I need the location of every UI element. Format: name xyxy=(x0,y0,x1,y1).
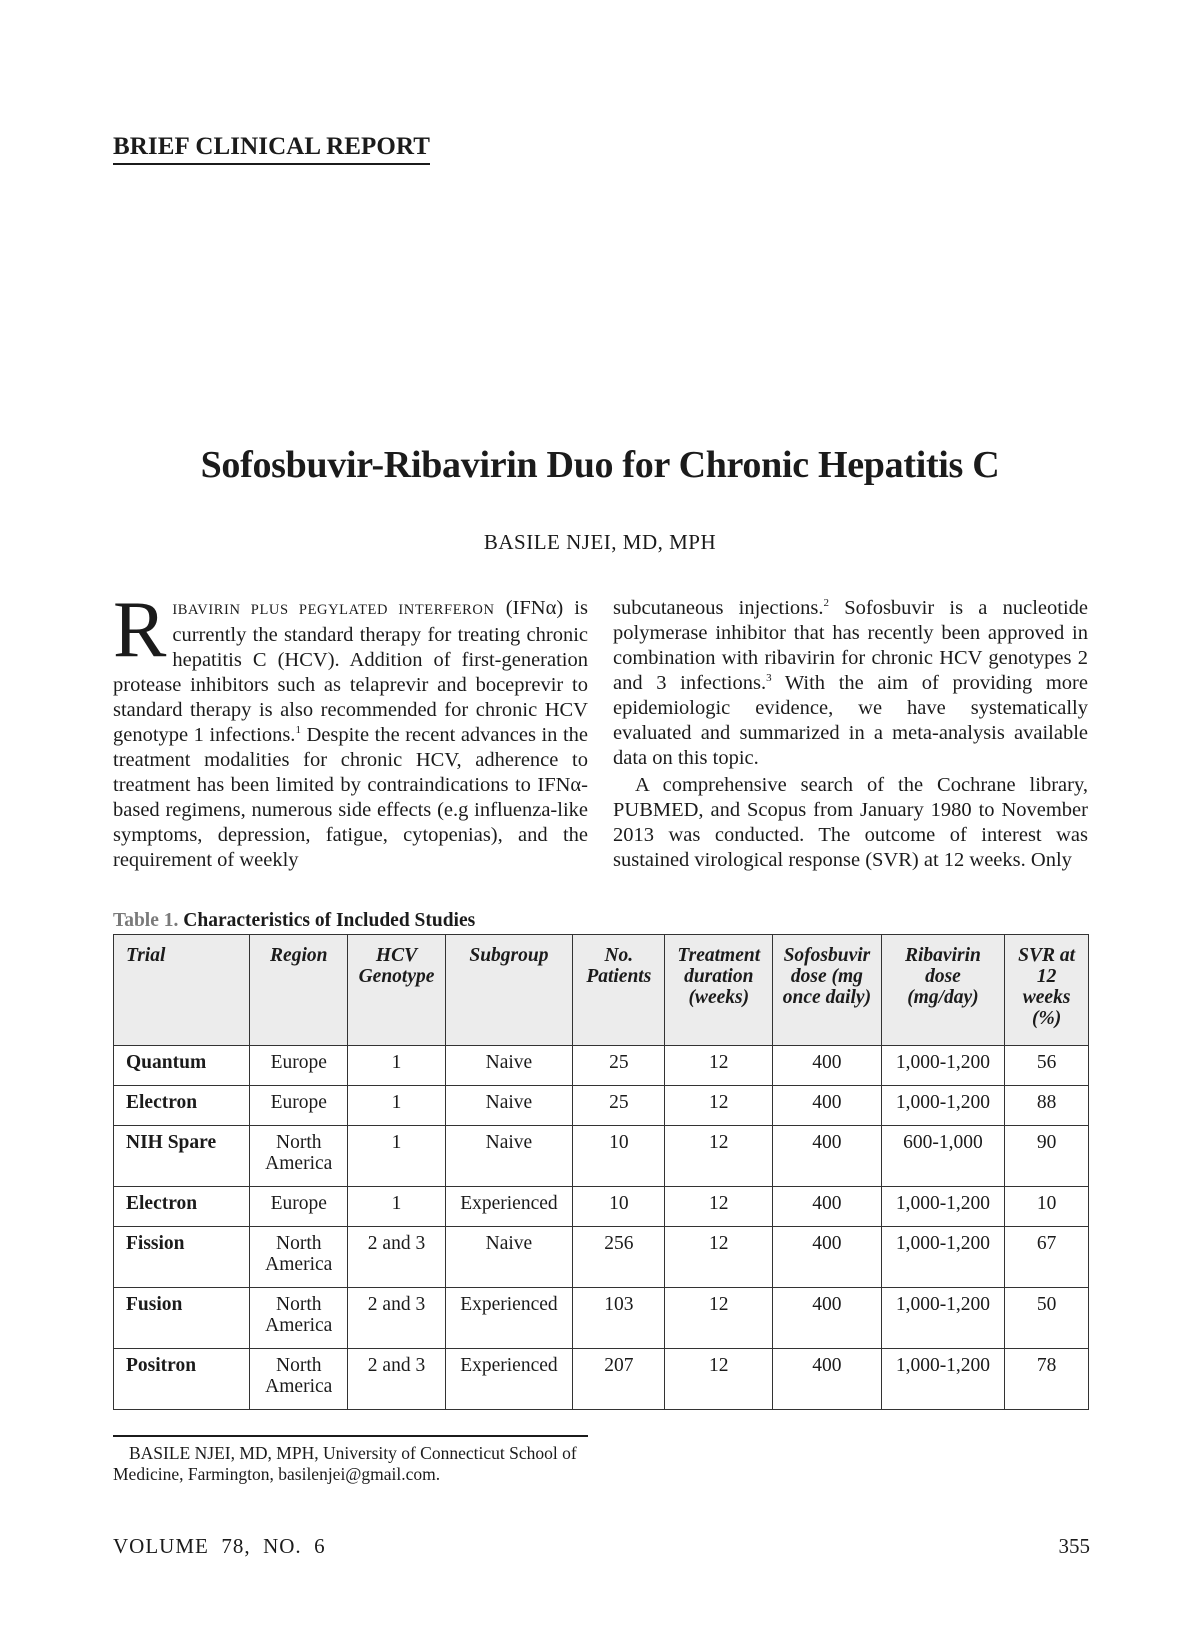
header-subgroup: Subgroup xyxy=(445,935,573,1046)
table-caption xyxy=(113,910,475,932)
cell-trial: NIH Spare xyxy=(114,1126,250,1187)
cell-region: North America xyxy=(250,1227,348,1288)
cell-genotype: 2 and 3 xyxy=(348,1349,445,1410)
citation-2: 2 xyxy=(823,597,829,610)
table-row xyxy=(114,1046,1089,1086)
drop-cap: R xyxy=(113,586,167,674)
cell-subgroup: Experienced xyxy=(445,1288,573,1349)
article-title: Sofosbuvir-Ribavirin Duo for Chronic Hepatitis C xyxy=(200,444,1000,486)
cell-ribavirin: 1,000-1,200 xyxy=(881,1288,1005,1349)
cell-duration: 12 xyxy=(665,1086,773,1126)
cell-region: North America xyxy=(250,1349,348,1410)
cell-subgroup: Naive xyxy=(445,1086,573,1126)
cell-patients: 25 xyxy=(573,1046,665,1086)
cell-patients: 25 xyxy=(573,1086,665,1126)
paragraph-continued xyxy=(613,596,1088,771)
cell-subgroup: Naive xyxy=(445,1046,573,1086)
cell-region: North America xyxy=(250,1126,348,1187)
page-number: 355 xyxy=(1058,1534,1090,1558)
table-row xyxy=(114,1187,1089,1227)
header-duration: Treatment duration (weeks) xyxy=(665,935,773,1046)
cell-svr: 50 xyxy=(1005,1288,1089,1349)
table-row xyxy=(114,1227,1089,1288)
cell-duration: 12 xyxy=(665,1288,773,1349)
cell-trial: Electron xyxy=(114,1187,250,1227)
cell-patients: 10 xyxy=(573,1187,665,1227)
cell-trial: Quantum xyxy=(114,1046,250,1086)
cell-trial: Electron xyxy=(114,1086,250,1126)
table-header-row xyxy=(114,935,1089,1046)
cell-genotype: 2 and 3 xyxy=(348,1288,445,1349)
cell-ribavirin: 1,000-1,200 xyxy=(881,1086,1005,1126)
cell-duration: 12 xyxy=(665,1046,773,1086)
footer-volume: VOLUME 78, NO. 6 xyxy=(113,1534,326,1558)
cell-trial: Fusion xyxy=(114,1288,250,1349)
cell-subgroup: Experienced xyxy=(445,1349,573,1410)
author-footnote xyxy=(113,1443,593,1485)
cell-patients: 207 xyxy=(573,1349,665,1410)
cell-ribavirin: 1,000-1,200 xyxy=(881,1349,1005,1410)
citation-1: 1 xyxy=(295,724,301,737)
cell-patients: 103 xyxy=(573,1288,665,1349)
cell-subgroup: Naive xyxy=(445,1227,573,1288)
cell-svr: 78 xyxy=(1005,1349,1089,1410)
cell-genotype: 2 and 3 xyxy=(348,1227,445,1288)
cell-subgroup: Experienced xyxy=(445,1187,573,1227)
table-row xyxy=(114,1349,1089,1410)
cell-ribavirin: 1,000-1,200 xyxy=(881,1227,1005,1288)
table-row xyxy=(114,1086,1089,1126)
body-column-left xyxy=(113,586,588,873)
cell-patients: 256 xyxy=(573,1227,665,1288)
header-sofosbuvir: Sofosbuvir dose (mg once daily) xyxy=(773,935,882,1046)
cell-ribavirin: 600-1,000 xyxy=(881,1126,1005,1187)
cell-sofosbuvir: 400 xyxy=(773,1046,882,1086)
paragraph-methods: A comprehensive search of the Cochrane library, PUBMED, and Scopus from January 1980 to November 2013 was conducted. The outcome of interest was sustained virological response (SVR) at 12 weeks. Only xyxy=(613,774,1088,871)
cell-svr: 67 xyxy=(1005,1227,1089,1288)
header-svr: SVR at 12 weeks (%) xyxy=(1005,935,1089,1046)
cell-sofosbuvir: 400 xyxy=(773,1227,882,1288)
cell-ribavirin: 1,000-1,200 xyxy=(881,1187,1005,1227)
cell-region: North America xyxy=(250,1288,348,1349)
cell-svr: 10 xyxy=(1005,1187,1089,1227)
paragraph-intro xyxy=(113,586,588,873)
cont-text-2: Sofosbuvir is a nucleotide polymerase inhibitor that has recently been approved in combination with ribavirin for chronic HCV genotypes 2 and 3 infections. xyxy=(613,597,1088,694)
body-column-right xyxy=(613,596,1088,873)
cell-duration: 12 xyxy=(665,1227,773,1288)
cell-sofosbuvir: 400 xyxy=(773,1349,882,1410)
cell-region: Europe xyxy=(250,1046,348,1086)
table-caption-title: Characteristics of Included Studies xyxy=(183,910,476,931)
cell-genotype: 1 xyxy=(348,1126,445,1187)
cell-trial: Positron xyxy=(114,1349,250,1410)
cell-sofosbuvir: 400 xyxy=(773,1288,882,1349)
cell-region: Europe xyxy=(250,1086,348,1126)
cell-sofosbuvir: 400 xyxy=(773,1187,882,1227)
cell-ribavirin: 1,000-1,200 xyxy=(881,1046,1005,1086)
cell-genotype: 1 xyxy=(348,1086,445,1126)
cell-subgroup: Naive xyxy=(445,1126,573,1187)
citation-3: 3 xyxy=(766,672,772,685)
section-label: BRIEF CLINICAL REPORT xyxy=(113,133,430,165)
cell-region: Europe xyxy=(250,1187,348,1227)
intro-text-1: (IFNα) is currently the standard therapy for treating chronic hepatitis C (HCV). Addition of first-generation protease inhibitors such as telaprevir and boceprevir to standard therapy is also recommended for chronic HCV genotype 1 infections. xyxy=(113,597,588,746)
cell-genotype: 1 xyxy=(348,1046,445,1086)
header-patients: No. Patients xyxy=(573,935,665,1046)
cont-text-3: With the aim of providing more epidemiologic evidence, we have systematically evaluated and summarized in a meta-analysis available data on this topic. xyxy=(613,672,1088,769)
table-caption-number: Table 1. xyxy=(113,910,179,931)
table-row xyxy=(114,1126,1089,1187)
studies-table xyxy=(113,934,1089,1410)
footnote-text: BASILE NJEI, MD, MPH, University of Connecticut School of Medicine, Farmington, basilenjei@gmail.com. xyxy=(113,1443,577,1484)
table-row xyxy=(114,1288,1089,1349)
cell-duration: 12 xyxy=(665,1349,773,1410)
article-author: BASILE NJEI, MD, MPH xyxy=(483,530,717,554)
cell-svr: 90 xyxy=(1005,1126,1089,1187)
cell-svr: 88 xyxy=(1005,1086,1089,1126)
header-trial: Trial xyxy=(114,935,250,1046)
intro-text-2: Despite the recent advances in the treatment modalities for chronic HCV, adherence to treatment has been limited by contraindications to IFNα-based regimens, numerous side effects (e.g influenza-like symptoms, depression, fatigue, cytopenias), and the requirement of weekly xyxy=(113,724,588,871)
cell-sofosbuvir: 400 xyxy=(773,1086,882,1126)
header-ribavirin: Ribavirin dose (mg/day) xyxy=(881,935,1005,1046)
cont-text-1: subcutaneous injections. xyxy=(613,597,824,619)
header-genotype: HCV Genotype xyxy=(348,935,445,1046)
cell-sofosbuvir: 400 xyxy=(773,1126,882,1187)
cell-duration: 12 xyxy=(665,1187,773,1227)
cell-duration: 12 xyxy=(665,1126,773,1187)
lead-smallcaps: IBAVIRIN PLUS PEGYLATED INTERFERON xyxy=(172,602,495,618)
cell-patients: 10 xyxy=(573,1126,665,1187)
cell-genotype: 1 xyxy=(348,1187,445,1227)
cell-trial: Fission xyxy=(114,1227,250,1288)
cell-svr: 56 xyxy=(1005,1046,1089,1086)
header-region: Region xyxy=(250,935,348,1046)
footnote-divider xyxy=(113,1435,588,1437)
